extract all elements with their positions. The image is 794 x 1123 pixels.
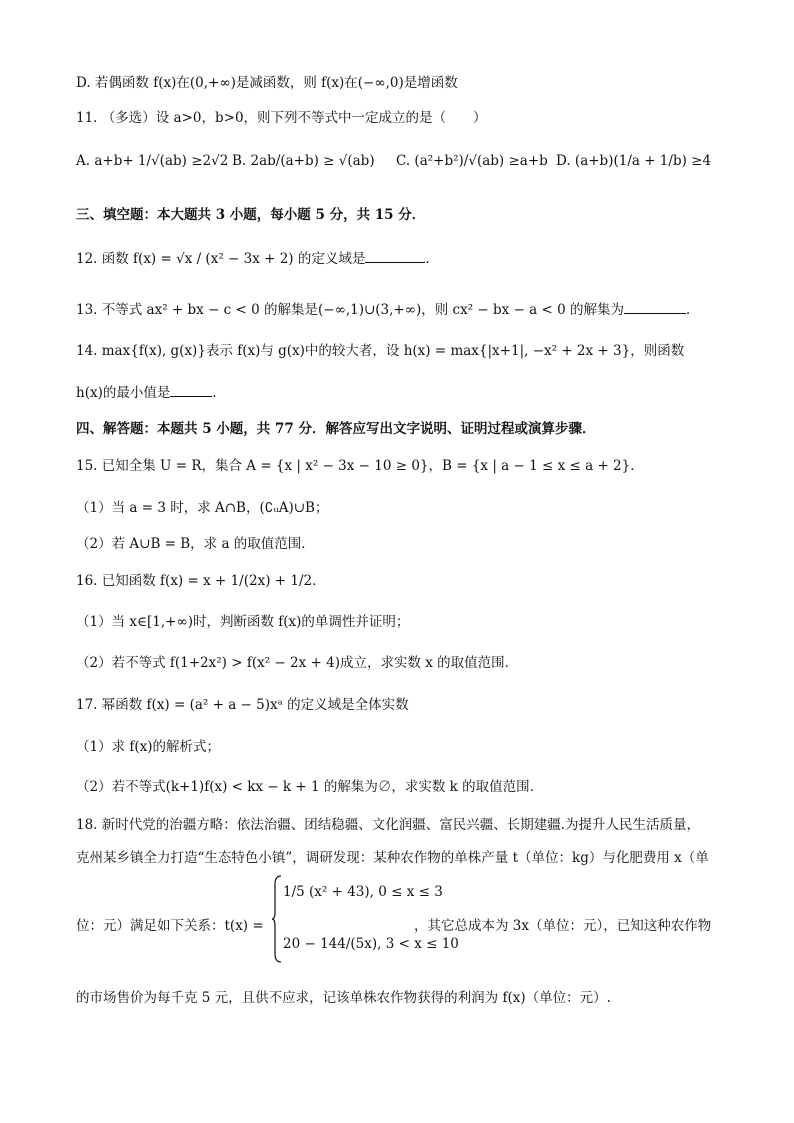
q12-end: ． [425,251,439,267]
piecewise-brace [272,874,280,964]
q17-part2: （2）若不等式(k+1)f(x) < kx − k + 1 的解集为∅，求实数 k 的取值范围． [76,779,544,795]
q12-answer-blank[interactable] [365,248,425,263]
q14-text: h(x)的最小值是 [76,385,171,401]
q11-option-c: C. (a²+b²)/√(ab) ≥a+b [396,153,548,169]
q13 [76,299,734,321]
q16-part1: （1）当 x∈[1,+∞)时，判断函数 f(x)的单调性并证明； [76,614,410,630]
q16-part2: （2）若不等式 f(1+2x²) > f(x² − 2x + 4)成立，求实数 x 的取值范围． [76,655,519,671]
brace-icon [272,874,282,964]
q11-option-b: B. 2ab/(a+b) ≥ √(ab) [232,153,375,169]
q18-line3-prefix: 位：元）满足如下关系：t(x) = [76,918,264,934]
q13-text: 13. 不等式 ax² + bx − c < 0 的解集是(−∞,1)∪(3,+∞)，则 cx² − bx − a < 0 的解集为 [76,302,625,318]
section-3-heading: 三、填空题：本大题共 3 小题，每小题 5 分，共 15 分． [76,207,426,223]
q18-line3-suffix: ，其它总成本为 3x（单位：元），已知这种农作物 [414,918,712,934]
q17-part1: （1）求 f(x)的解析式； [76,739,221,755]
q11-option-d: D. (a+b)(1/a + 1/b) ≥4 [556,153,712,169]
q12 [76,248,734,270]
q17-stem: 17. 幂函数 f(x) = (a² + a − 5)xᵃ 的定义域是全体实数 [76,697,409,713]
q18-case-2: 20 − 144/(5x), 3 < x ≤ 10 [283,936,459,952]
q14-line2 [76,382,734,404]
q11-option-a: A. a+b+ 1/√(ab) ≥2√2 [76,153,229,169]
section-4-heading: 四、解答题：本题共 5 小题，共 77 分．解答应写出文字说明、证明过程或演算步骤． [76,421,596,437]
q10-option-d: D. 若偶函数 f(x)在(0,+∞)是减函数，则 f(x)在(−∞,0)是增函数 [76,75,458,91]
q15-stem: 15. 已知全集 U = R，集合 A = {x | x² − 3x − 10 ≥ 0}，B = {x | a − 1 ≤ x ≤ a + 2}． [76,458,644,474]
q15-part2: （2）若 A∪B = B，求 a 的取值范围． [76,536,315,552]
q14-line1: 14. max{f(x), g(x)}表示 f(x)与 g(x)中的较大者，设 h(x) = max{|x+1|, −x² + 2x + 3}，则函数 [76,343,685,359]
q18-line4: 的市场售价为每千克 5 元，且供不应求，记该单株农作物获得的利润为 f(x)（单位：元）. [76,990,611,1006]
q12-text: 12. 函数 f(x) = √x / (x² − 3x + 2) 的定义域是 [76,251,366,267]
q18-case-1: 1/5 (x² + 43), 0 ≤ x ≤ 3 [283,884,443,900]
q13-end: ． [686,302,700,318]
q18-line2: 克州某乡镇全力打造“生态特色小镇”，调研发现：某种农作物的单株产量 t（单位：kg）与化肥费用 x（单 [76,850,709,866]
q16-stem: 16. 已知函数 f(x) = x + 1/(2x) + 1/2． [76,573,326,589]
q13-answer-blank[interactable] [624,299,686,314]
q14-end: ． [212,385,226,401]
q15-part1: （1）当 a = 3 时，求 A∩B，(∁ᵤA)∪B； [76,500,329,516]
q11-stem: 11. （多选）设 a>0，b>0，则下列不等式中一定成立的是（ ） [76,110,487,126]
q14-answer-blank[interactable] [170,382,212,397]
q18-line1: 18. 新时代党的治疆方略：依法治疆、团结稳疆、文化润疆、富民兴疆、长期建疆.为提升人民生活质量， [76,817,701,833]
